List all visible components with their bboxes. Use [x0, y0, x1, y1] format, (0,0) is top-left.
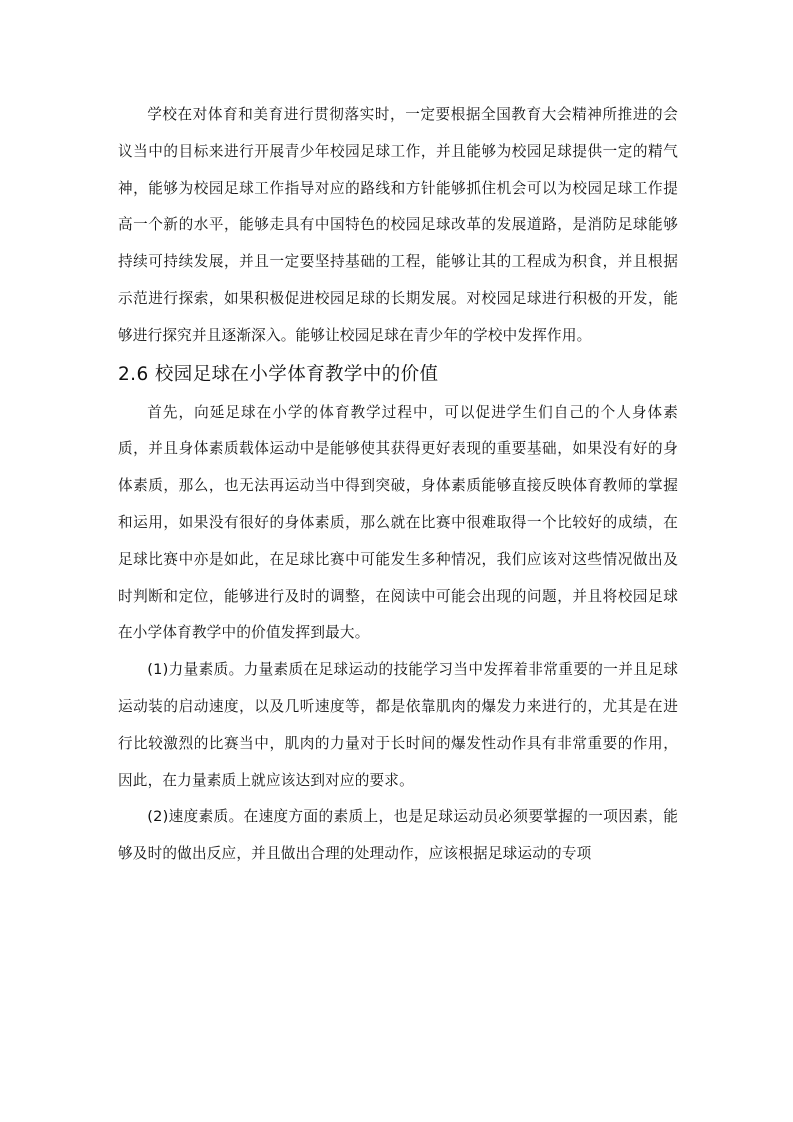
paragraph-school-policy: 学校在对体育和美育进行贯彻落实时，一定要根据全国教育大会精神所推进的会议当中的目标来进行开展青少年校园足球工作，并且能够为校园足球提供一定的精气神，能够为校园足球工作指导对应的路线和方针能够抓住机会可以为校园足球工作提高一个新的水平，能够走具有中国特色的校园足球改革的发展道路，是消防足球能够持续可持续发展，并且一定要坚持基础的工程，能够让其的工程成为积食，并且根据示范进行探索，如果积极促进校园足球的长期发展。对校园足球进行积极的开发，能够进行探究并且逐渐深入。能够让校园足球在青少年的学校中发挥作用。: [118, 106, 678, 344]
paragraph-physical-quality: 首先，向延足球在小学的体育教学过程中，可以促进学生们自己的个人身体素质，并且身体素质载体运动中是能够使其获得更好表现的重要基础，如果没有好的身体素质，那么，也无法再运动当中得到突破，身体素质能够直接反映体育教师的掌握和运用，如果没有很好的身体素质，那么就在比赛中很难取得一个比较好的成绩，在足球比赛中亦是如此，在足球比赛中可能发生多种情况，我们应该对这些情况做出及时判断和定位，能够进行及时的调整，在阅读中可能会出现的问题，并且将校园足球在小学体育教学中的价值发挥到最大。: [118, 403, 678, 642]
document-body: [118, 97, 678, 873]
paragraph-strength-quality: (1)力量素质。力量素质在足球运动的技能学习当中发挥着非常重要的一并且足球运动装的启动速度，以及几听速度等，都是依靠肌肉的爆发力来进行的，尤其是在进行比较激烈的比赛当中，肌肉的力量对于长时间的爆发性动作具有非常重要的作用，因此，在力量素质上就应该达到对应的要求。: [118, 661, 678, 789]
section-heading: 2.6 校园足球在小学体育教学中的价值: [118, 363, 439, 385]
paragraph-speed-quality: (2)速度素质。在速度方面的素质上，也是足球运动员必须要掌握的一项因素，能够及时的做出反应，并且做出合理的处理动作，应该根据足球运动的专项: [118, 808, 678, 863]
